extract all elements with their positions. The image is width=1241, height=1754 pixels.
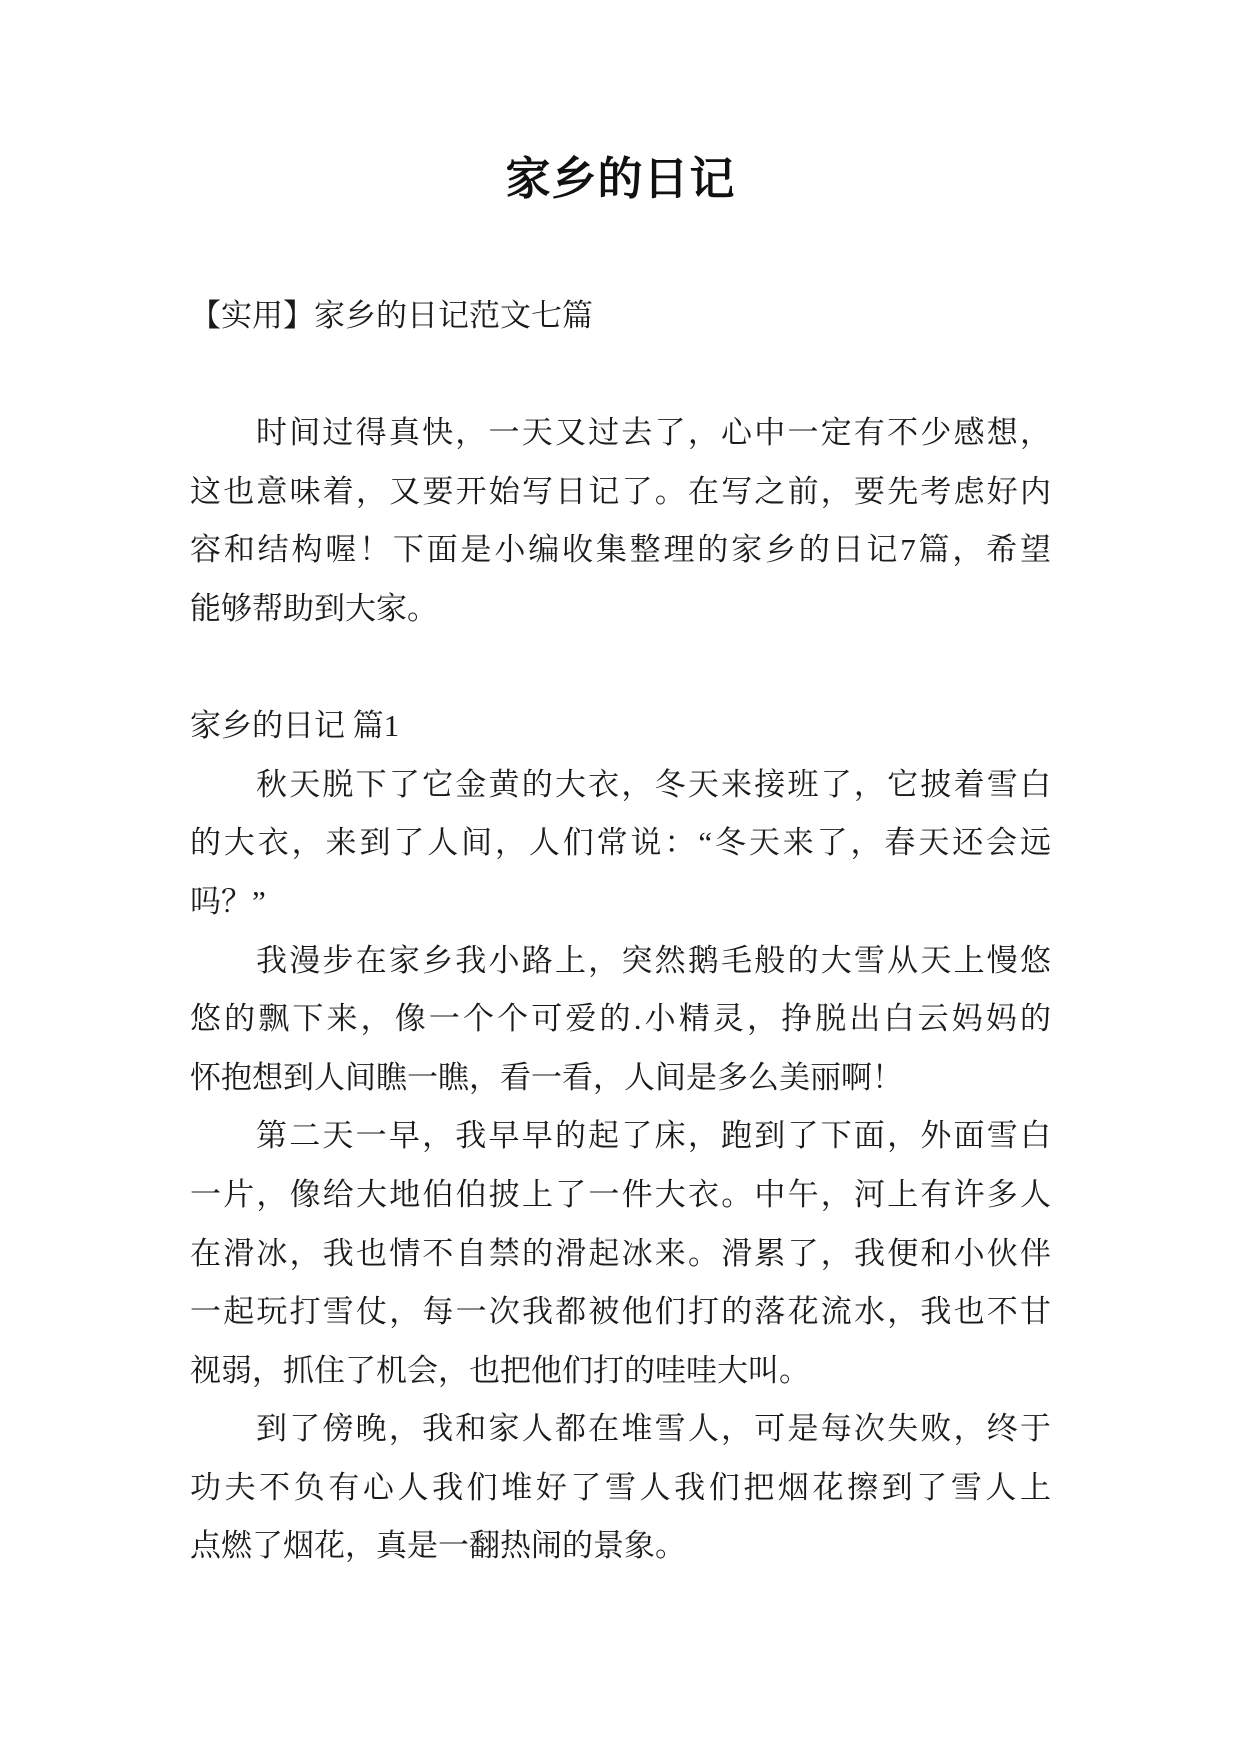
section-paragraph [190, 932, 1051, 1108]
blank-line [190, 346, 1051, 405]
document-title: 家乡的日记 [505, 154, 736, 204]
paragraph-line: 的大衣，来到了人间，人们常说：“冬天来了，春天还会远 [190, 825, 1051, 861]
paragraph-line: 怀抱想到人间瞧一瞧，看一看，人间是多么美丽啊！ [190, 1059, 903, 1095]
intro-paragraph [190, 404, 1051, 638]
paragraph-line: 秋天脱下了它金黄的大衣，冬天来接班了，它披着雪白 [256, 766, 1051, 802]
paragraph-line: 功夫不负有心人我们堆好了雪人我们把烟花擦到了雪人上 [190, 1469, 1051, 1505]
paragraph-line: 悠的飘下来，像一个个可爱的.小精灵，挣脱出白云妈妈的 [190, 1001, 1051, 1037]
section-heading: 家乡的日记 篇1 [190, 708, 400, 744]
paragraph-line: 到了傍晚，我和家人都在堆雪人，可是每次失败，终于 [256, 1411, 1051, 1447]
paragraph-line: 第二天一早，我早早的起了床，跑到了下面，外面雪白 [256, 1118, 1051, 1154]
paragraph-line: 点燃了烟花，真是一翻热闹的景象。 [190, 1528, 686, 1564]
document-body [190, 287, 1051, 1576]
section-paragraph [190, 1400, 1051, 1576]
paragraph-line: 容和结构喔！下面是小编收集整理的家乡的日记7篇，希望 [190, 532, 1051, 568]
blank-line [190, 639, 1051, 698]
paragraph-line: 在滑冰，我也情不自禁的滑起冰来。滑累了，我便和小伙伴 [190, 1235, 1051, 1271]
paragraph-line: 能够帮助到大家。 [190, 590, 438, 626]
section-paragraph [190, 756, 1051, 932]
paragraph-line: 时间过得真快，一天又过去了，心中一定有不少感想， [256, 415, 1051, 451]
document-subtitle: 【实用】家乡的日记范文七篇 [190, 298, 593, 333]
section-paragraph [190, 1107, 1051, 1400]
paragraph-line: 一起玩打雪仗，每一次我都被他们打的落花流水，我也不甘 [190, 1294, 1051, 1330]
paragraph-line: 我漫步在家乡我小路上，突然鹅毛般的大雪从天上慢悠 [256, 942, 1051, 978]
paragraph-line: 这也意味着，又要开始写日记了。在写之前，要先考虑好内 [190, 473, 1051, 509]
paragraph-line: 一片，像给大地伯伯披上了一件大衣。中午，河上有许多人 [190, 1176, 1051, 1212]
paragraph-line: 视弱，抓住了机会，也把他们打的哇哇大叫。 [190, 1352, 810, 1388]
section-1 [190, 697, 1051, 1576]
paragraph-line: 吗？” [190, 883, 266, 919]
